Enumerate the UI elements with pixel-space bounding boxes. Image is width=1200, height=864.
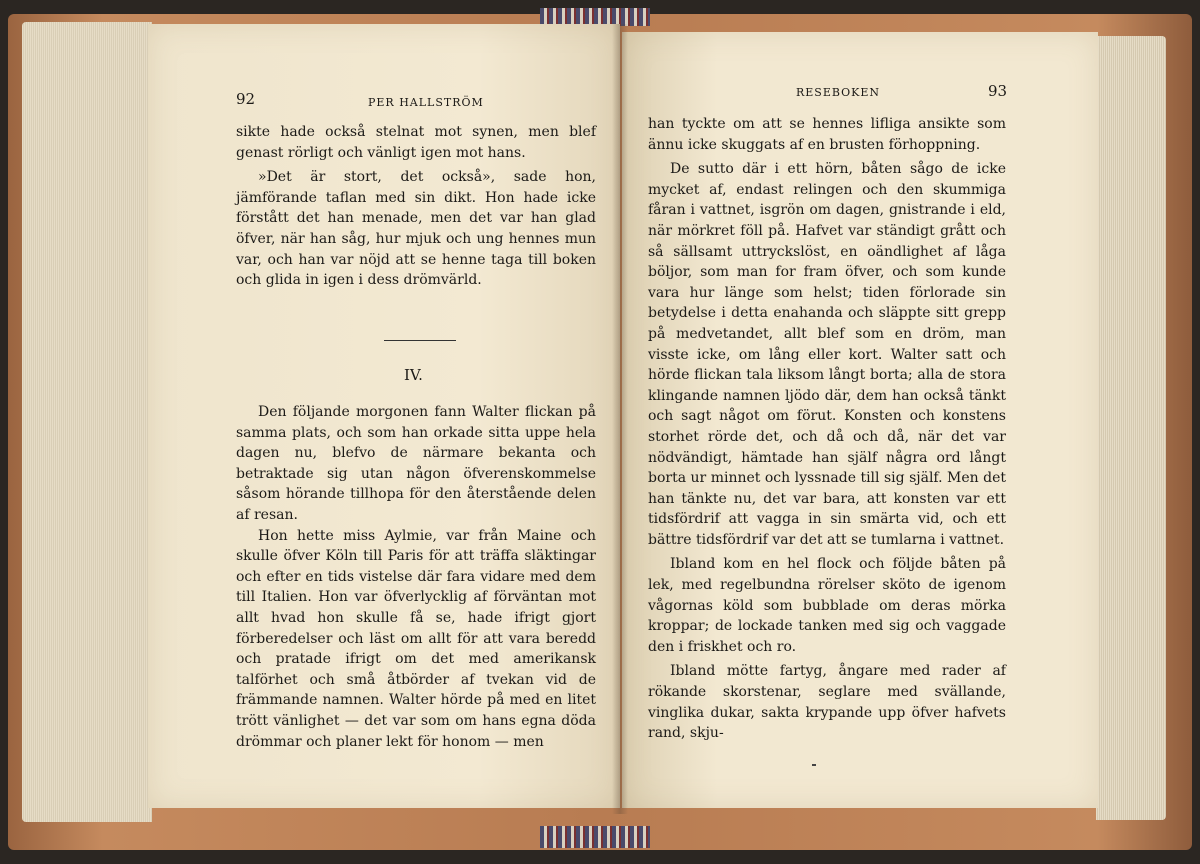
page-edges-right <box>1096 36 1166 820</box>
page-edges-left <box>22 22 152 822</box>
body-text-bottom <box>236 402 596 752</box>
left-page <box>148 24 620 808</box>
chapter-heading: IV. <box>404 366 423 384</box>
page-number: 93 <box>988 82 1008 100</box>
paragraph: han tyckte om att se hennes lifliga ansikte som ännu icke skuggats af en brusten förhoppning. <box>648 116 1006 153</box>
page-number: 92 <box>236 90 256 108</box>
section-divider <box>384 340 456 341</box>
book-gutter <box>612 24 628 814</box>
paragraph: sikte hade också stelnat mot synen, men blef genast rörligt och vänligt igen mot hans. <box>236 124 596 161</box>
right-page <box>622 32 1098 808</box>
paragraph: Den följande morgonen fann Walter flickan på samma plats, och som han orkade sitta uppe hela dagen nu, blefvo de närmare bekanta och betraktade sig utan någon öfverenskommelse såsom hörande tillhopa för den återstående delen af resan. <box>236 404 596 523</box>
paragraph: Ibland mötte fartyg, ångare med rader af rökande skorstenar, seglare med svällande, vinglika dukar, sakta krypande upp öfver hafvets rand, skju- <box>648 663 1006 742</box>
body-text-top <box>236 122 596 291</box>
running-head: RESEBOKEN <box>796 86 881 99</box>
running-head: PER HALLSTRÖM <box>368 96 484 109</box>
ink-speck <box>812 764 816 766</box>
paragraph: »Det är stort, det också», sade hon, jämförande taflan med sin dikt. Hon hade icke förstått det han menade, men det var han glad öfver, när han såg, hur mjuk och ung hennes mun var, och han var nöjd att se henne taga till boken och glida in igen i dess drömvärld. <box>236 169 596 289</box>
paragraph: Hon hette miss Aylmie, var från Maine och skulle öfver Köln till Paris för att träffa släktingar och efter en tids vistelse där fara vidare med dem till Italien. Hon var öfverlycklig af förväntan mot allt hvad hon skulle få se, hade ifrigt gjort förberedelser och läst om allt för att vara beredd och pratade ifrigt om det med amerikansk talförhet och små åtbörder af tvekan vid de främmande namnen. Walter hörde på med en litet trött vänlighet — det var som om hans egna döda drömmar och planer lekt för honom — men <box>236 527 596 750</box>
body-text <box>648 114 1006 744</box>
paragraph: De sutto där i ett hörn, båten sågo de icke mycket af, endast relingen och den skummiga fåran i vattnet, isgrön om dagen, gnistrande i eld, när mörkret föll på. Hafvet var ständigt grått och så sällsamt uttryckslöst, en oändlighet af låga böljor, som man for fram öfver, och som kunde vara hur länge som helst; tiden förlorade sin betydelse i detta enahanda och släppte sitt grepp på medvetandet, allt blef som en dröm, man visste icke, om lång eller kort. Walter satt och hörde flickan tala liksom långt borta; alla de stora klingande namnen ljödo där, dem han också tänkt och sagt något om förut. Konsten och konstens storhet rörde det, och då och då, när det var nödvändigt, hämtade han själf några ord långt borta ur minnet och lyssnade till sig själf. Men det han tänkte nu, det var bara, att konsten var ett tidsfördrif att vagga in sin smärta vid, och ett bättre tidsfördrif var det att se tumlarna i vattnet. <box>648 161 1006 548</box>
paragraph: Ibland kom en hel flock och följde båten på lek, med regelbundna rörelser sköto de igenom vågornas köld som bubblade om deras mörka kroppar; de lockade tanken med sig och vaggade den i friskhet och ro. <box>648 556 1006 655</box>
spine-cloth-bottom <box>540 826 650 848</box>
